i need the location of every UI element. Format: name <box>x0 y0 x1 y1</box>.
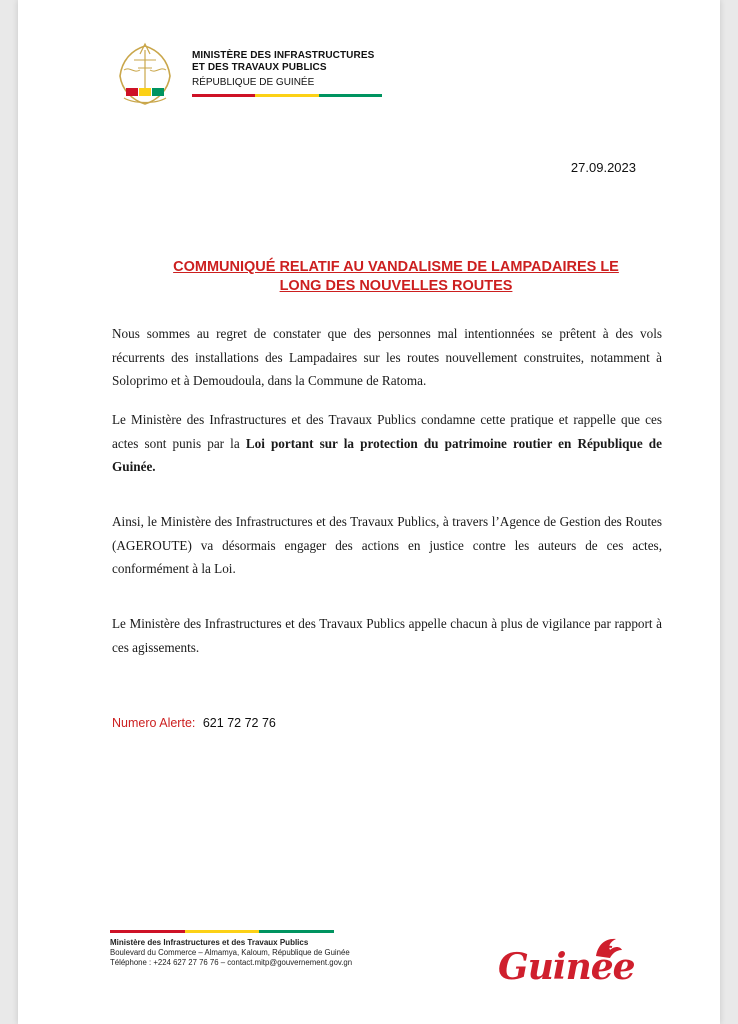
brand-wordmark: Guinée <box>498 946 635 988</box>
communique-title <box>78 258 714 296</box>
paragraph-4: Le Ministère des Infrastructures et des Travaux Publics appelle chacun à plus de vigilance par rapport à ces agissements. <box>112 616 662 655</box>
paragraph-3: Ainsi, le Ministère des Infrastructures et des Travaux Publics, à travers l’Agence de Gestion des Routes (AGEROUTE) va désormais engager des actions en justice contre les auteurs de ces actes, conformément à la Loi. <box>112 514 662 576</box>
alert-label: Numero Alerte: <box>112 716 196 730</box>
law-reference: Loi portant sur la protection du patrimoine routier en République de Guinée. <box>112 435 662 474</box>
title-line2: LONG DES NOUVELLES ROUTES <box>279 278 513 294</box>
paragraph-1: Nous sommes au regret de constater que des personnes mal intentionnées se prêtent à des vols récurrents des installations des Lampadaires sur les routes nouvellement construites, notamment à Soloprimo et à Demoudoula, dans la Commune de Ratoma. <box>112 326 662 388</box>
footer-address: Boulevard du Commerce – Almamya, Kaloum, République de Guinée <box>110 948 350 957</box>
footer-green-stripe <box>259 930 334 933</box>
alert-number[interactable]: 621 72 72 76 <box>202 716 276 730</box>
flag-yellow-stripe <box>255 94 318 97</box>
footer-contact-info: Téléphone : +224 627 27 76 76 – contact.mitp@gouvernement.gov.gn <box>110 958 353 967</box>
footer-red-stripe <box>110 930 185 933</box>
paragraph-2-text: Le Ministère des Infrastructures et des Travaux Publics condamne cette pratique et rappelle que ces actes sont punis par la <box>112 412 662 451</box>
document-page <box>18 0 720 1024</box>
title-line1: COMMUNIQUÉ RELATIF AU VANDALISME DE LAMPADAIRES LE <box>173 259 619 275</box>
document-date: 27.09.2023 <box>570 160 636 175</box>
ministry-header <box>192 50 374 90</box>
flag-red-stripe <box>192 94 255 97</box>
alert-line <box>112 716 276 730</box>
footer-flag-bar <box>110 930 334 933</box>
footer-contact <box>110 938 352 968</box>
footer-ministry: Ministère des Infrastructures et des Travaux Publics <box>110 938 309 947</box>
paragraph-2 <box>112 408 662 479</box>
country-name: RÉPUBLIQUE DE GUINÉE <box>192 77 315 88</box>
ministry-name-line1: MINISTÈRE DES INFRASTRUCTURES <box>192 50 375 61</box>
header-flag-bar <box>192 94 382 97</box>
footer-yellow-stripe <box>185 930 260 933</box>
ministry-name-line2: ET DES TRAVAUX PUBLICS <box>192 62 327 73</box>
guinea-coat-of-arms-icon <box>112 40 178 110</box>
flag-green-stripe <box>319 94 382 97</box>
guinee-brand-logo <box>498 936 678 994</box>
